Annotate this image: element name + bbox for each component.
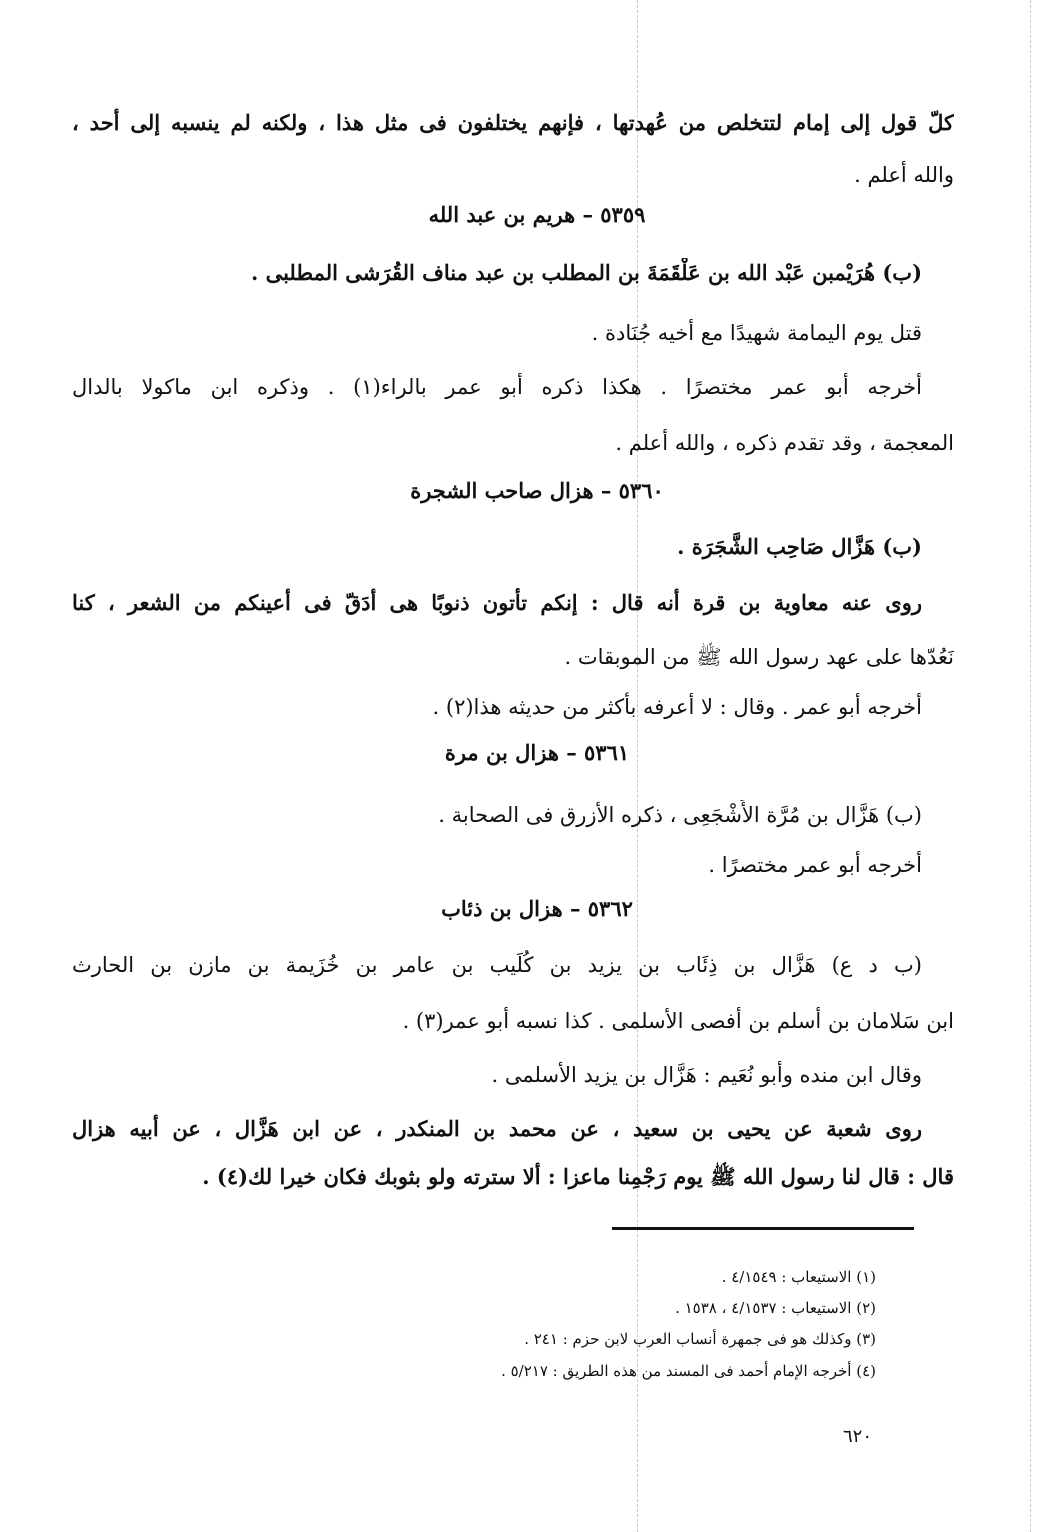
footnote: (١) الاستيعاب : ٤/١٥٤٩ . bbox=[721, 1268, 876, 1286]
text-line: كلّ قول إلى إمام لتتخلص من عُهدتها ، فإنهم يختلفون فى مثل هذا ، ولكنه لم ينسبه إلى أحد ، bbox=[72, 110, 954, 135]
text-line: روى عنه معاوية بن قرة أنه قال : إنكم تأتون ذنوبًا هى أدَقّ فى أعينكم من الشعر ، كنا bbox=[72, 590, 922, 615]
entry-name: (ب د ع) هَزَّال بن ذِئَاب بن يزيد بن كُلَيب بن عامر بن خُزَيمة بن مازن بن الحارث bbox=[72, 953, 922, 977]
footnote-divider bbox=[612, 1227, 914, 1230]
text-line: وقال ابن منده وأبو نُعَيم : هَزَّال بن يزيد الأسلمى . bbox=[491, 1063, 922, 1087]
text-line: نَعُدّها على عهد رسول الله ﷺ من الموبقات . bbox=[564, 645, 954, 669]
entry-name: (ب) هَزَّال بن مُرَّة الأَشْجَعِى ، ذكره الأزرق فى الصحابة . bbox=[438, 803, 922, 827]
text-line: أخرجه أبو عمر مختصرًا . bbox=[708, 853, 922, 877]
footnote: (٤) أخرجه الإمام أحمد فى المسند من هذه الطريق : ٥/٢١٧ . bbox=[501, 1362, 876, 1380]
text-line: أخرجه أبو عمر . وقال : لا أعرفه بأكثر من حديثه هذا(٢) . bbox=[432, 695, 922, 719]
text-line: المعجمة ، وقد تقدم ذكره ، والله أعلم . bbox=[615, 431, 954, 455]
page-number: ٦٢٠ bbox=[842, 1426, 872, 1447]
text-line: ابن سَلامان بن أسلم بن أفصى الأسلمى . كذا نسبه أبو عمر(٣) . bbox=[402, 1009, 954, 1033]
entry-heading: ٥٣٦٢ – هزال بن ذئاب bbox=[441, 896, 633, 921]
entry-heading: ٥٣٦١ – هزال بن مرة bbox=[444, 740, 630, 765]
entry-heading: ٥٣٥٩ – هريم بن عبد الله bbox=[428, 202, 646, 227]
entry-name: (ب) هَزَّال صَاحِب الشَّجَرَة . bbox=[677, 534, 922, 559]
text-line: روى شعبة عن يحيى بن سعيد ، عن محمد بن المنكدر ، عن ابن هَزَّال ، عن أبيه هزال bbox=[72, 1116, 922, 1141]
text-line: والله أعلم . bbox=[854, 163, 954, 187]
footnote: (٢) الاستيعاب : ٤/١٥٣٧ ، ١٥٣٨ . bbox=[675, 1299, 876, 1317]
text-line: قتل يوم اليمامة شهيدًا مع أخيه جُنَادة . bbox=[591, 321, 922, 345]
text-line: أخرجه أبو عمر مختصرًا . هكذا ذكره أبو عمر بالراء(١) . وذكره ابن ماكولا بالدال bbox=[72, 375, 922, 399]
footnote: (٣) وكذلك هو فى جمهرة أنساب العرب لابن حزم : ٢٤١ . bbox=[524, 1330, 876, 1348]
entry-name: (ب) هُرَيْمبن عَبْد الله بن عَلْقَمَةَ بن المطلب بن عبد مناف القُرَشى المطلبى . bbox=[250, 260, 922, 285]
text-line: قال : قال لنا رسول الله ﷺ يوم رَجْمِنا ماعزا : ألا سترته ولو بثوبك فكان خيرا لك(٤) . bbox=[202, 1164, 954, 1189]
entry-heading: ٥٣٦٠ – هزال صاحب الشجرة bbox=[410, 478, 664, 503]
